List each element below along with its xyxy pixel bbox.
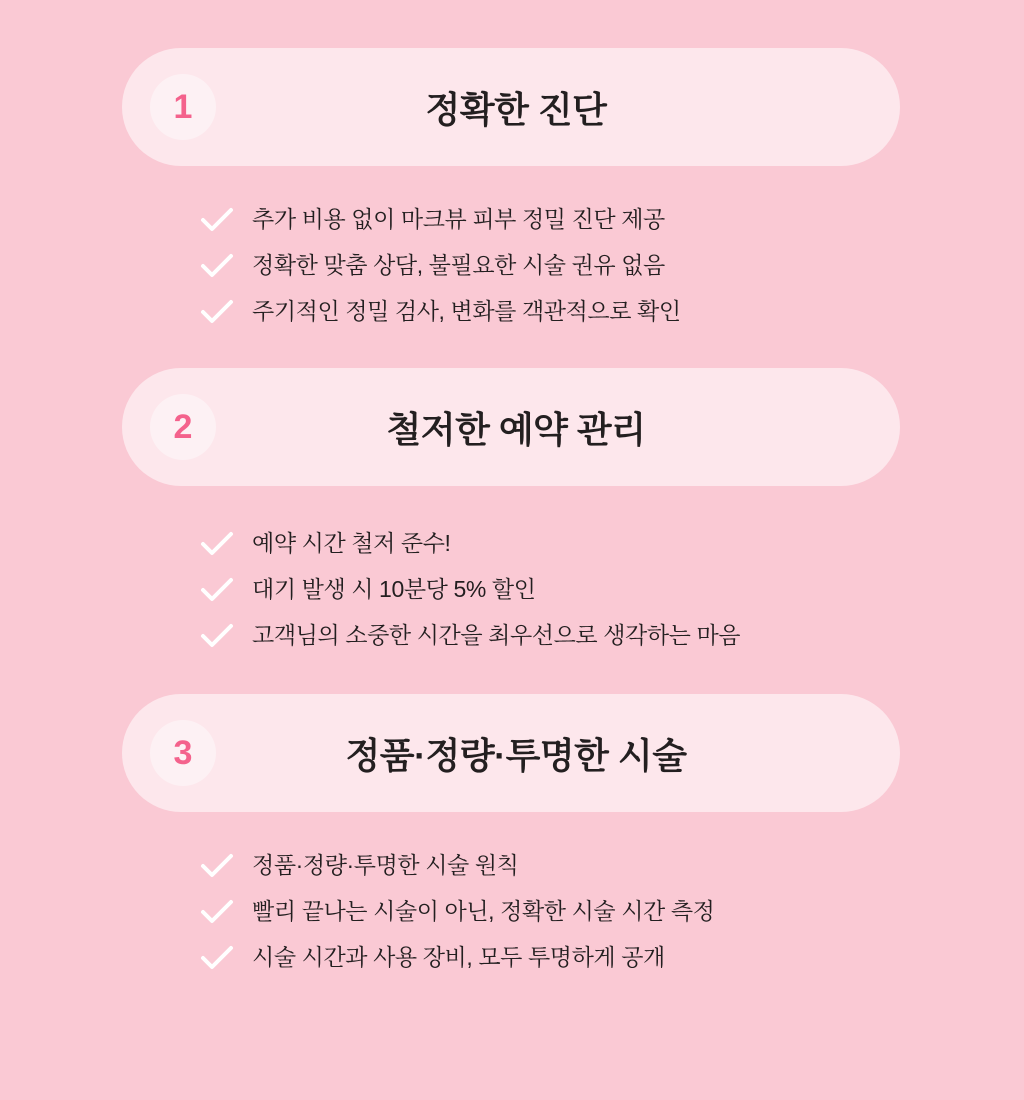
check-icon (200, 298, 234, 326)
list-item-label: 정확한 맞춤 상담, 불필요한 시술 권유 없음 (252, 252, 665, 279)
check-icon (200, 576, 234, 604)
list-item-label: 정품·정량·투명한 시술 원칙 (252, 852, 519, 879)
section-title: 정확한 진단 (425, 88, 607, 130)
section-number-badge (150, 720, 216, 786)
check-icon (200, 898, 234, 926)
list-item-label: 대기 발생 시 10분당 5% 할인 (252, 576, 536, 603)
check-icon (200, 852, 234, 880)
section-number: 3 (173, 734, 193, 772)
bullet-list (0, 530, 1024, 650)
list-item (200, 944, 1024, 972)
list-item (200, 852, 1024, 880)
list-item-label: 시술 시간과 사용 장비, 모두 투명하게 공개 (252, 944, 665, 971)
list-item (200, 206, 1024, 234)
check-icon (200, 206, 234, 234)
check-icon (200, 944, 234, 972)
list-item (200, 622, 1024, 650)
section-number: 1 (173, 88, 193, 126)
section-number-badge (150, 74, 216, 140)
section-authentic-treatment (0, 694, 1024, 972)
section-accurate-diagnosis (0, 48, 1024, 326)
list-item-label: 주기적인 정밀 검사, 변화를 객관적으로 확인 (252, 298, 681, 325)
list-item (200, 298, 1024, 326)
section-banner (122, 368, 900, 486)
list-item (200, 252, 1024, 280)
check-icon (200, 622, 234, 650)
section-number: 2 (173, 408, 193, 446)
check-icon (200, 530, 234, 558)
section-reservation-management (0, 368, 1024, 650)
list-item (200, 576, 1024, 604)
section-number-badge (150, 394, 216, 460)
list-item (200, 530, 1024, 558)
section-title: 정품·정량·투명한 시술 (345, 734, 687, 776)
section-banner (122, 694, 900, 812)
bullet-list (0, 852, 1024, 972)
list-item-label: 고객님의 소중한 시간을 최우선으로 생각하는 마음 (252, 622, 741, 649)
list-item (200, 898, 1024, 926)
list-item-label: 추가 비용 없이 마크뷰 피부 정밀 진단 제공 (252, 206, 665, 233)
bullet-list (0, 206, 1024, 326)
section-title: 철저한 예약 관리 (386, 408, 646, 450)
section-banner (122, 48, 900, 166)
check-icon (200, 252, 234, 280)
list-item-label: 빨리 끝나는 시술이 아닌, 정확한 시술 시간 측정 (252, 898, 715, 925)
list-item-label: 예약 시간 철저 준수! (252, 530, 451, 557)
